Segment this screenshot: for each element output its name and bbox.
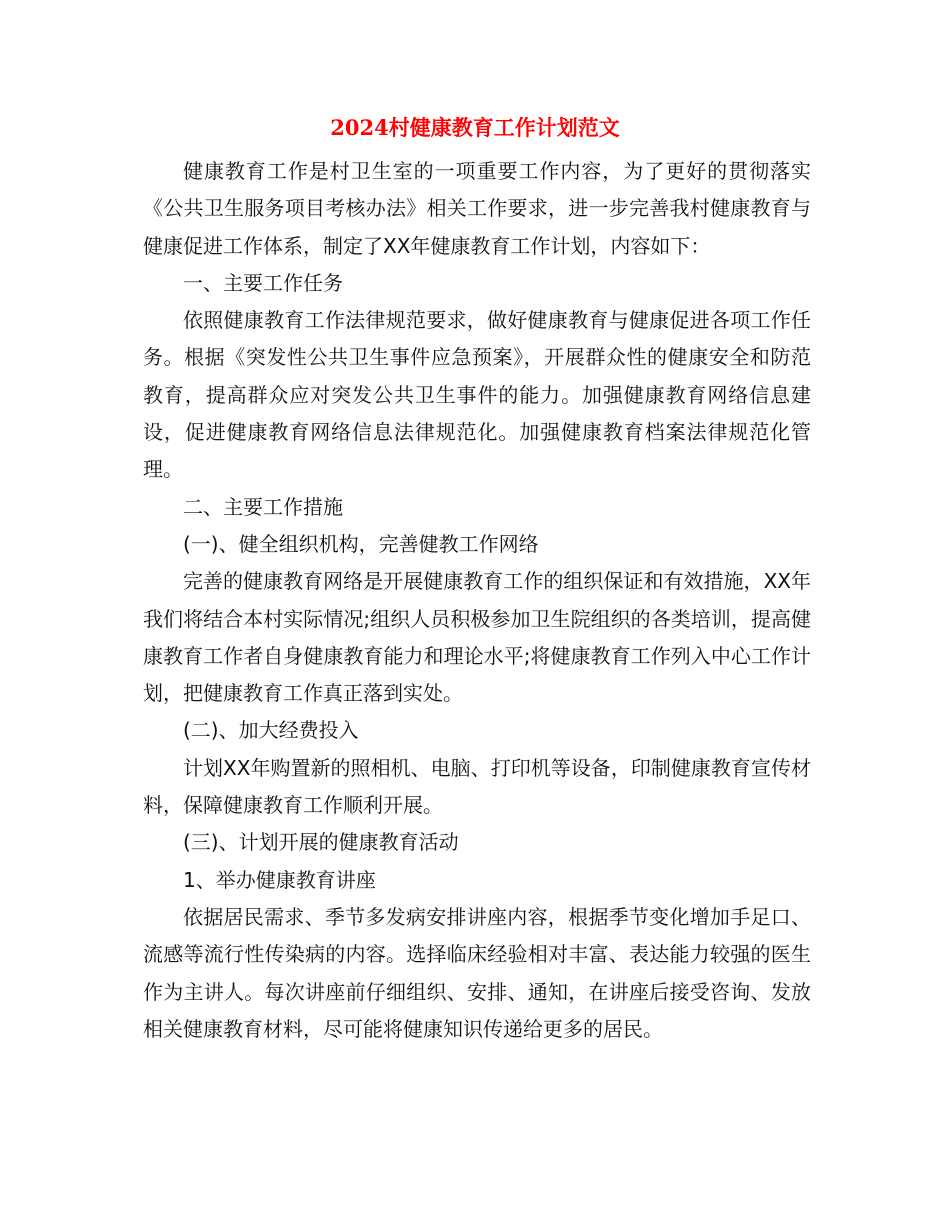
heading-main-measures: 二、主要工作措施 — [183, 494, 343, 519]
subheading-funding: (二)、加大经费投入 — [183, 718, 359, 743]
paragraph-funding: 计划XX年购置新的照相机、电脑、打印机等设备，印制健康教育宣传材料，保障健康教育工作顺利开展。 — [143, 755, 811, 818]
paragraph-organization: 完善的健康教育网络是开展健康教育工作的组织保证和有效措施，XX年我们将结合本村实际情况;组织人员积极参加卫生院组织的各类培训，提高健康教育工作者自身健康教育能力和理论水平;将健康教育工作列入中心工作计划，把健康教育工作真正落到实处。 — [143, 569, 811, 706]
paragraph-main-tasks: 依照健康教育工作法律规范要求，做好健康教育与健康促进各项工作任务。根据《突发性公共卫生事件应急预案》，开展群众性的健康安全和防范教育，提高群众应对突发公共卫生事件的能力。加强健康教育网络信息建设，促进健康教育网络信息法律规范化。加强健康教育档案法律规范化管理。 — [143, 308, 811, 482]
subheading-organization: (一)、健全组织机构，完善健教工作网络 — [183, 531, 539, 556]
paragraph-lectures: 依据居民需求、季节多发病安排讲座内容，根据季节变化增加手足口、流感等流行性传染病的内容。选择临床经验相对丰富、表达能力较强的医生作为主讲人。每次讲座前仔细组织、安排、通知，在讲座后接受咨询、发放相关健康教育材料，尽可能将健康知识传递给更多的居民。 — [143, 904, 811, 1041]
subheading-activities: (三)、计划开展的健康教育活动 — [183, 830, 459, 855]
document-title: 2024村健康教育工作计划范文 — [330, 115, 620, 140]
document-body — [143, 153, 811, 1048]
paragraph-intro: 健康教育工作是村卫生室的一项重要工作内容，为了更好的贯彻落实《公共卫生服务项目考核办法》相关工作要求，进一步完善我村健康教育与健康促进工作体系，制定了XX年健康教育工作计划，内容如下： — [143, 159, 811, 258]
heading-main-tasks: 一、主要工作任务 — [183, 270, 343, 295]
subheading-lectures: 1、举办健康教育讲座 — [183, 867, 376, 892]
